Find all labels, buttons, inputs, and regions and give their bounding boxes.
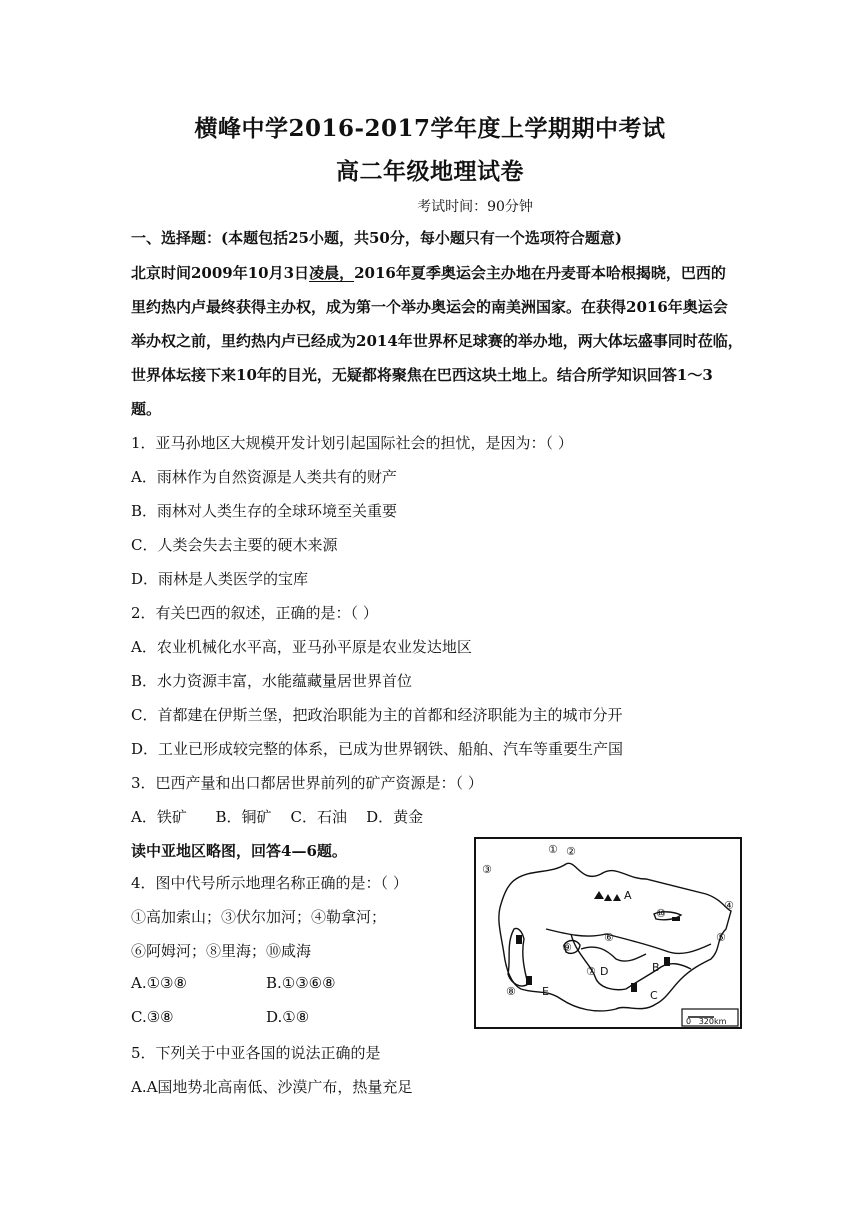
map-label-3: ③: [482, 863, 492, 876]
mine-symbol-1: [516, 935, 522, 944]
passage-line-1: [131, 262, 726, 283]
mine-symbol-3: [664, 957, 670, 966]
q4-line-1: ①高加索山；③伏尔加河；④勒拿河；: [131, 908, 387, 926]
mine-symbol-5: [672, 917, 680, 921]
scale-label: 0 320km: [686, 1017, 727, 1026]
map-letter-d: D: [600, 965, 609, 978]
map-label-5: ⑤: [716, 931, 726, 944]
map-drawing: [476, 839, 740, 1027]
passage-line-4: 世界体坛接下来10年的目光，无疑都将聚焦在巴西这块土地上。结合所学知识回答1～3: [131, 366, 713, 384]
border-line-2: [571, 934, 626, 990]
q2-option-b: B．水力资源丰富，水能蕴藏量居世界首位: [131, 672, 413, 690]
q5-option-a: A.A国地势北高南低、沙漠广布，热量充足: [131, 1078, 413, 1096]
q4-option-a: A.①③⑧: [131, 974, 187, 992]
map-label-4: ④: [724, 899, 734, 912]
mountain-symbol-2: [604, 894, 612, 901]
map-label-9: ⑨: [562, 941, 572, 954]
q4-option-d: D.①⑧: [266, 1008, 310, 1026]
passage-line-2: 里约热内卢最终获得主办权，成为第一个举办奥运会的南美洲国家。在获得2016年奥运会: [131, 298, 728, 316]
passage-line-1-underlined: 凌晨，: [309, 264, 355, 282]
map-intro: 读中亚地区略图，回答4—6题。: [131, 842, 347, 860]
q1-option-a: A．雨林作为自然资源是人类共有的财产: [131, 468, 397, 486]
section-heading: 一、选择题：(本题包括25小题，共50分，每小题只有一个选项符合题意): [131, 229, 622, 247]
q4-stem: 4．图中代号所示地理名称正确的是：（ ）: [131, 874, 408, 892]
map-letter-e: E: [542, 985, 549, 998]
mountain-symbol-3: [613, 894, 621, 901]
map-label-8: ⑧: [506, 985, 516, 998]
map-label-10: ⑩: [656, 907, 666, 920]
exam-time: 考试时间：90分钟: [417, 199, 533, 215]
q1-option-d: D．雨林是人类医学的宝库: [131, 570, 309, 588]
exam-title: 横峰中学2016-2017学年度上学期期中考试: [194, 115, 666, 142]
q2-option-d: D．工业已形成较完整的体系，已成为世界钢铁、船舶、汽车等重要生产国: [131, 740, 624, 758]
map-label-6: ⑥: [604, 931, 614, 944]
map-letter-c: C: [650, 989, 658, 1002]
q1-option-c: C．人类会失去主要的硬木来源: [131, 536, 338, 554]
map-letter-a: A: [624, 889, 632, 902]
mine-symbol-2: [526, 976, 532, 985]
mountain-symbol-1: [594, 891, 604, 899]
map-label-2: ②: [566, 845, 576, 858]
map-label-7: ⑦: [586, 965, 596, 978]
q4-line-2: ⑥阿姆河；⑧里海；⑩咸海: [131, 942, 312, 960]
q2-option-a: A．农业机械化水平高，亚马孙平原是农业发达地区: [131, 638, 472, 656]
q4-option-c: C.③⑧: [131, 1008, 174, 1026]
exam-subtitle: 高二年级地理试卷: [336, 158, 524, 185]
q4-option-b: B.①③⑥⑧: [266, 974, 336, 992]
mine-symbol-4: [631, 983, 637, 992]
central-asia-map: [474, 837, 742, 1029]
q1-option-b: B．雨林对人类生存的全球环境至关重要: [131, 502, 398, 520]
map-coastline: [499, 863, 731, 1011]
river-line: [581, 947, 646, 961]
q2-stem: 2．有关巴西的叙述，正确的是：（ ）: [131, 604, 378, 622]
q1-stem: 1．亚马孙地区大规模开发计划引起国际社会的担忧，是因为：（ ）: [131, 434, 573, 452]
q2-option-c: C．首都建在伊斯兰堡，把政治职能为主的首都和经济职能为主的城市分开: [131, 706, 623, 724]
q5-stem: 5．下列关于中亚各国的说法正确的是: [131, 1044, 381, 1062]
passage-line-3: 举办权之前，里约热内卢已经成为2014年世界杯足球赛的举办地，两大体坛盛事同时莅临，: [131, 332, 743, 350]
passage-line-5: 题。: [131, 400, 162, 418]
q3-options: A．铁矿 B．铜矿 C．石油 D．黄金: [131, 808, 424, 826]
passage-line-1a: 北京时间2009年10月3日: [131, 264, 310, 282]
map-label-1: ①: [548, 843, 558, 856]
q3-stem: 3．巴西产量和出口都居世界前列的矿产资源是：（ ）: [131, 774, 483, 792]
passage-line-1b: 2016年夏季奥运会主办地在丹麦哥本哈根揭晓，巴西的: [354, 264, 726, 282]
map-letter-b: B: [652, 961, 660, 974]
